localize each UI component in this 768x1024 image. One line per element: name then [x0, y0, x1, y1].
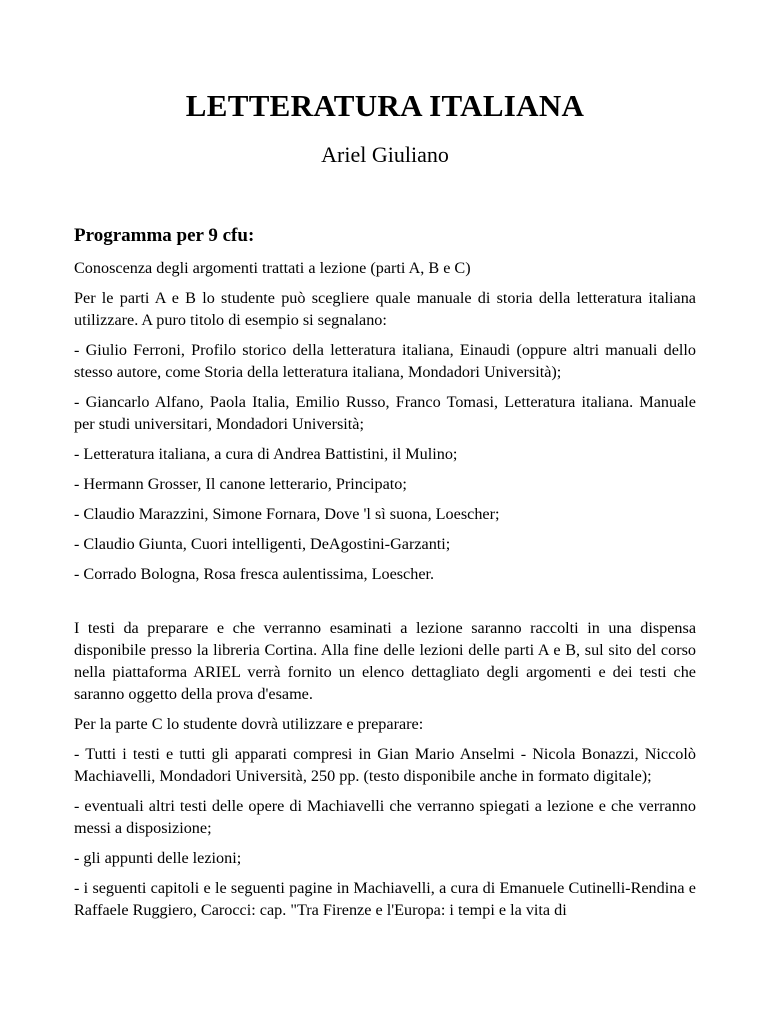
- list-item: - gli appunti delle lezioni;: [74, 849, 242, 867]
- list-item: - i seguenti capitoli e le seguenti pagine in Machiavelli, a cura di Emanuele Cutinelli-Rendina e Raffaele Ruggiero, Carocci: cap. "Tra Firenze e l'Europa: i tempi e la vita di: [74, 879, 696, 919]
- document-body: [74, 223, 696, 929]
- document-author: Ariel Giuliano: [321, 142, 449, 167]
- list-item: - eventuali altri testi delle opere di Machiavelli che verranno spiegati a lezione e che verranno messi a disposizione;: [74, 797, 696, 837]
- list-item: - Letteratura italiana, a cura di Andrea Battistini, il Mulino;: [74, 445, 458, 463]
- list-item: - Corrado Bologna, Rosa fresca aulentissima, Loescher.: [74, 565, 435, 583]
- paragraph: Per le parti A e B lo studente può scegliere quale manuale di storia della letteratura italiana utilizzare. A puro titolo di esempio si segnalano:: [74, 289, 696, 329]
- paragraph: Conoscenza degli argomenti trattati a lezione (parti A, B e C): [74, 259, 471, 277]
- list-item: - Claudio Marazzini, Simone Fornara, Dove 'l sì suona, Loescher;: [74, 505, 500, 523]
- list-item: - Hermann Grosser, Il canone letterario, Principato;: [74, 475, 407, 493]
- spacer: [74, 593, 696, 617]
- list-item: - Giulio Ferroni, Profilo storico della letteratura italiana, Einaudi (oppure altri manuali dello stesso autore, come Storia della letteratura italiana, Mondadori Università);: [74, 341, 696, 381]
- list-item: - Giancarlo Alfano, Paola Italia, Emilio Russo, Franco Tomasi, Letteratura italiana. Manuale per studi universitari, Mondadori Università;: [74, 393, 696, 433]
- paragraph: I testi da preparare e che verranno esaminati a lezione saranno raccolti in una dispensa disponibile presso la libreria Cortina. Alla fine delle lezioni delle parti A e B, sul sito del corso nella piattaforma ARIEL verrà fornito un elenco dettagliato degli argomenti e dei testi che saranno oggetto della prova d'esame.: [74, 619, 696, 703]
- section-heading: Programma per 9 cfu:: [74, 225, 255, 246]
- list-item: - Tutti i testi e tutti gli apparati compresi in Gian Mario Anselmi - Nicola Bonazzi, Niccolò Machiavelli, Mondadori Università, 250 pp. (testo disponibile anche in formato digitale);: [74, 745, 696, 785]
- paragraph: Per la parte C lo studente dovrà utilizzare e preparare:: [74, 715, 424, 733]
- document-title: LETTERATURA ITALIANA: [185, 88, 585, 123]
- list-item: - Claudio Giunta, Cuori intelligenti, DeAgostini-Garzanti;: [74, 535, 451, 553]
